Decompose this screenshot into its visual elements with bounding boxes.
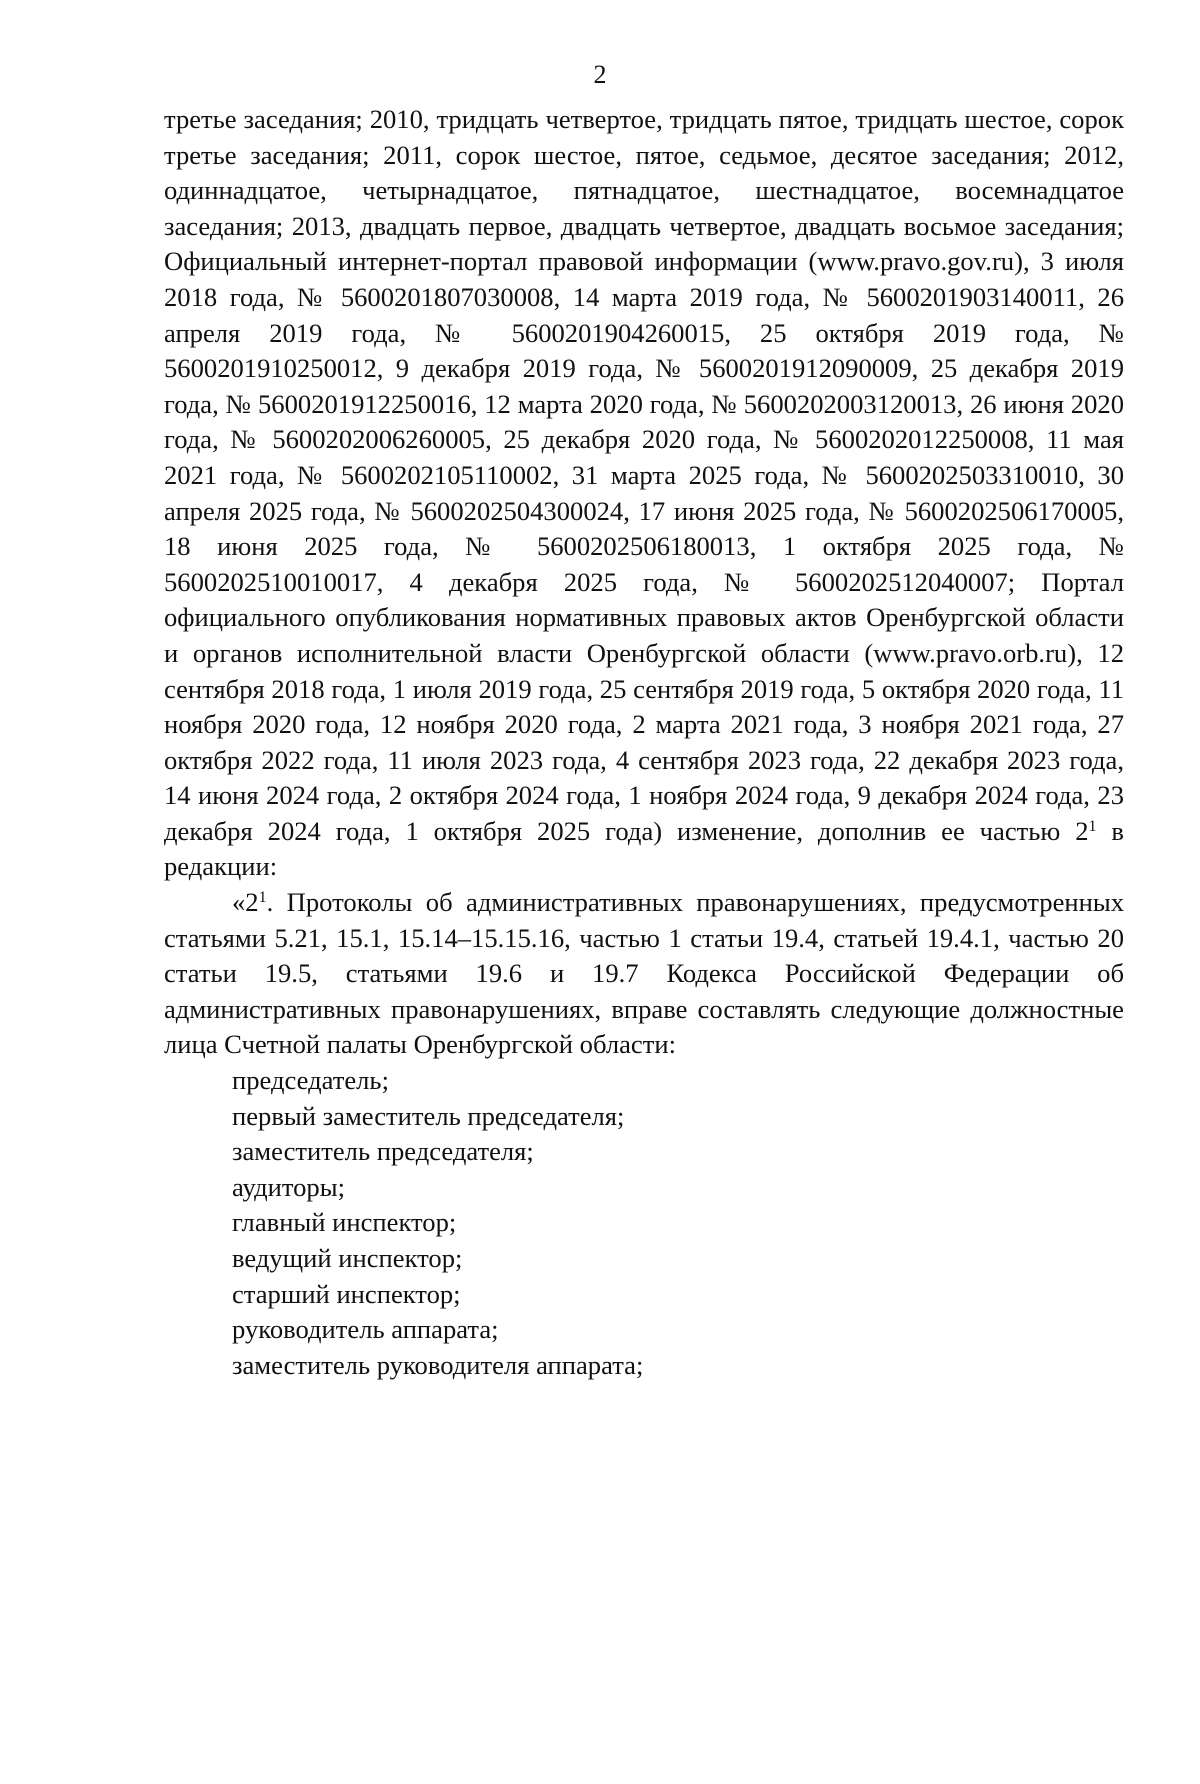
- document-body: [164, 102, 1124, 1383]
- amendment-paragraph: [164, 102, 1124, 885]
- part-superscript: 1: [1088, 817, 1097, 835]
- list-item: заместитель руководителя аппарата;: [232, 1349, 644, 1380]
- list-item: заместитель председателя;: [232, 1136, 534, 1167]
- amendment-tail: в редакции:: [164, 815, 1124, 882]
- list-item: старший инспектор;: [232, 1278, 461, 1309]
- clause-text: . Протоколы об административных правонарушениях, предусмотренных статьями 5.21, 15.1, 15.14–15.15.16, частью 1 статьи 19.4, статьей 19.4.1, частью 20 статьи 19.5, статьями 19.6 и 19.7 Кодекса Российской Федерации об административных правонарушениях, вправе составлять следующие должностные лица Счетной палаты Оренбургской области:: [164, 887, 1124, 1060]
- clause-paragraph: [164, 885, 1124, 1063]
- list-item: председатель;: [232, 1065, 389, 1096]
- clause-number: «2: [232, 887, 259, 918]
- list-item: руководитель аппарата;: [232, 1314, 499, 1345]
- clause-superscript: 1: [258, 889, 267, 907]
- page-number: 2: [593, 60, 607, 89]
- officials-list: [164, 1063, 1124, 1383]
- list-item: главный инспектор;: [232, 1207, 457, 1238]
- amendment-text: третье заседания; 2010, тридцать четвертое, тридцать пятое, тридцать шестое, сорок третье заседания; 2011, сорок шестое, пятое, седьмое, десятое заседания; 2012, одиннадцатое, четырнадцатое, пятнадцатое, шестнадцатое, восемнадцатое заседания; 2013, двадцать первое, двадцать четвертое, двадцать восьмое заседания; Официальный интернет-портал правовой информации (www.pravo.gov.ru), 3 июля 2018 года, № 5600201807030008, 14 марта 2019 года, № 5600201903140011, 26 апреля 2019 года, № 5600201904260015, 25 октября 2019 года, № 5600201910250012, 9 декабря 2019 года, № 5600201912090009, 25 декабря 2019 года, № 5600201912250016, 12 марта 2020 года, № 5600202003120013, 26 июня 2020 года, № 5600202006260005, 25 декабря 2020 года, № 5600202012250008, 11 мая 2021 года, № 5600202105110002, 31 марта 2025 года, № 5600202503310010, 30 апреля 2025 года, № 5600202504300024, 17 июня 2025 года, № 5600202506170005, 18 июня 2025 года, № 5600202506180013, 1 октября 2025 года, № 5600202510010017, 4 декабря 2025 года, № 5600202512040007; Портал официального опубликования нормативных правовых актов Оренбургской области и органов исполнительной власти Оренбургской области (www.pravo.orb.ru), 12 сентября 2018 года, 1 июля 2019 года, 25 сентября 2019 года, 5 октября 2020 года, 11 ноября 2020 года, 12 ноября 2020 года, 2 марта 2021 года, 3 ноября 2021 года, 27 октября 2022 года, 11 июля 2023 года, 4 сентября 2023 года, 22 декабря 2023 года, 14 июня 2024 года, 2 октября 2024 года, 1 ноября 2024 года, 9 декабря 2024 года, 23 декабря 2024 года, 1 октября 2025 года) изменение, дополнив ее частью 2: [164, 104, 1124, 846]
- list-item: ведущий инспектор;: [232, 1243, 463, 1273]
- list-item: первый заместитель председателя;: [232, 1100, 625, 1131]
- list-item: аудиторы;: [232, 1171, 345, 1202]
